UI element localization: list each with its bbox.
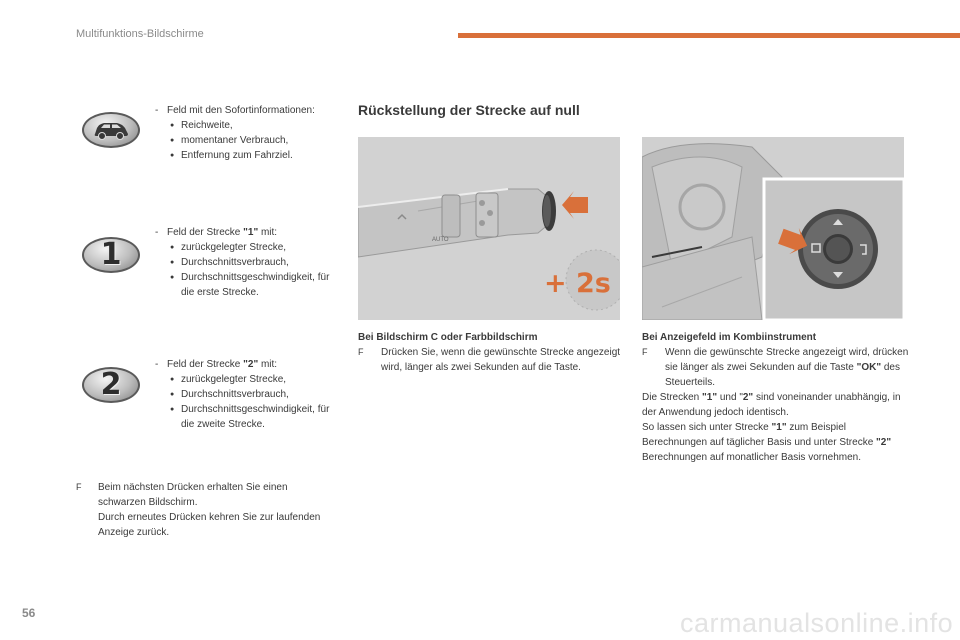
list-item: ● Reichweite, xyxy=(170,118,340,133)
item-title: Feld der Strecke "1" mit: xyxy=(167,227,278,238)
list-item: ● Durchschnittsverbrauch, xyxy=(170,387,340,402)
hold-2s-badge: + 2s xyxy=(544,268,611,299)
steering-control-photo xyxy=(642,137,904,320)
next-press-note: F Beim nächsten Drücken erhalten Sie einen schwarzen Bildschirm. Durch erneutes Drücken kehren Sie zur laufenden Anzeige zurück. xyxy=(76,482,321,538)
page-number: 56 xyxy=(22,606,36,620)
instant-info-item: - Feld mit den Sofortinformationen: ● Reichweite, ● momentaner Verbrauch, ● Entfernung zum Fahrziel. xyxy=(155,103,340,163)
trip-2-item: - Feld der Strecke "2" mit: ● zurückgelegter Strecke, ● Durchschnittsverbrauch, ● Durchschnittsgeschwindigkeit, für die zweite Strecke. xyxy=(155,357,340,432)
bullet-list xyxy=(155,240,340,300)
list-item: ● Durchschnittsverbrauch, xyxy=(170,255,340,270)
column-title: Bei Anzeigefeld im Kombiinstrument xyxy=(642,332,817,343)
cluster-display-instructions xyxy=(642,330,912,465)
list-item: ● Entfernung zum Fahrziel. xyxy=(170,148,340,163)
stalk-photo xyxy=(358,137,620,320)
reset-section-title: Rückstellung der Strecke auf null xyxy=(358,102,580,118)
watermark: carmanualsonline.info xyxy=(680,608,954,638)
bullet-list xyxy=(155,118,340,163)
list-item: ● zurückgelegter Strecke, xyxy=(170,240,340,255)
car-icon xyxy=(82,112,140,148)
colour-screen-instructions xyxy=(358,330,626,375)
list-item: ● momentaner Verbrauch, xyxy=(170,133,340,148)
column-title: Bei Bildschirm C oder Farbbildschirm xyxy=(358,332,538,343)
list-item: ● zurückgelegter Strecke, xyxy=(170,372,340,387)
instruction-step: F Wenn die gewünschte Strecke angezeigt wird, drücken sie länger als zwei Sekunden auf die Taste "OK" des Steuerteils. xyxy=(642,347,909,388)
stalk-auto-label: AUTO xyxy=(432,237,449,243)
header-accent-bar xyxy=(458,33,960,38)
trip-2-icon: 2 xyxy=(82,367,140,403)
trip-example-text: So lassen sich unter Strecke "1" zum Beispiel Berechnungen auf täglicher Basis und unter Strecke "2" Berechnungen auf monatlicher Basis vornehmen. xyxy=(642,422,892,463)
bullet-list xyxy=(155,372,340,432)
trip-1-icon: 1 xyxy=(82,237,140,273)
section-header: Multifunktions-Bildschirme xyxy=(76,28,204,40)
item-title: Feld der Strecke "2" mit: xyxy=(167,359,278,370)
list-item: ● Durchschnittsgeschwindigkeit, für die erste Strecke. xyxy=(170,270,340,300)
item-title: Feld mit den Sofortinformationen: xyxy=(167,105,315,116)
trip-1-item: - Feld der Strecke "1" mit: ● zurückgelegter Strecke, ● Durchschnittsverbrauch, ● Durchschnittsgeschwindigkeit, für die erste Strecke. xyxy=(155,225,340,300)
trip-independence-text: Die Strecken "1" und "2" sind voneinander unabhängig, in der Anwendung jedoch identisch. xyxy=(642,392,901,418)
instruction-step: F Drücken Sie, wenn die gewünschte Strecke angezeigt wird, länger als zwei Sekunden auf die Taste. xyxy=(358,347,621,373)
list-item: ● Durchschnittsgeschwindigkeit, für die zweite Strecke. xyxy=(170,402,340,432)
